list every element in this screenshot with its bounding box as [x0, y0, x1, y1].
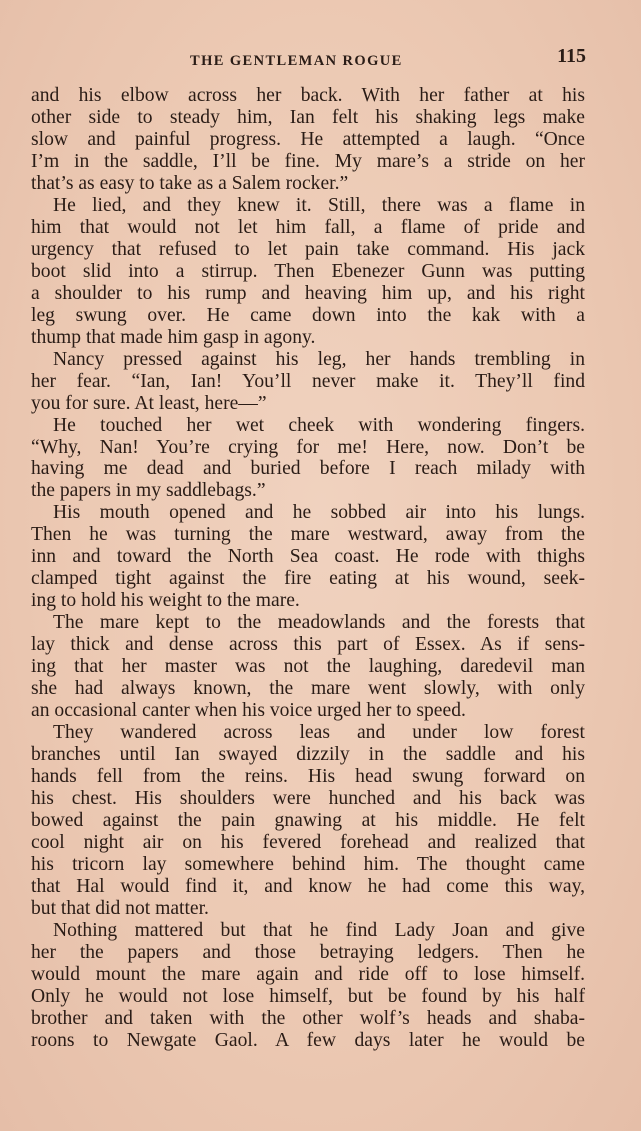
text-line: Nancy pressed against his leg, her hands trembling in	[53, 348, 585, 370]
text-line: urgency that refused to let pain take command. His jack	[31, 238, 585, 260]
text-line: you for sure. At least, here—”	[31, 392, 267, 414]
page-header	[30, 44, 586, 74]
running-title: THE GENTLEMAN ROGUE	[190, 53, 403, 69]
page-number: 115	[557, 45, 586, 67]
text-line: an occasional canter when his voice urged her to speed.	[31, 700, 466, 722]
text-line: her fear. “Ian, Ian! You’ll never make it. They’ll find	[31, 370, 585, 392]
text-line: inn and toward the North Sea coast. He rode with thighs	[31, 546, 585, 568]
text-line: bowed against the pain gnawing at his middle. He felt	[31, 809, 585, 831]
text-line: His mouth opened and he sobbed air into his lungs.	[53, 502, 585, 524]
text-line: leg swung over. He came down into the kak with a	[31, 304, 585, 326]
text-line: brother and taken with the other wolf’s heads and shaba-	[31, 1007, 585, 1029]
text-line: a shoulder to his rump and heaving him up, and his right	[31, 282, 585, 304]
text-line: other side to steady him, Ian felt his shaking legs make	[31, 106, 585, 128]
text-line: boot slid into a stirrup. Then Ebenezer Gunn was putting	[31, 260, 585, 282]
text-line: They wandered across leas and under low forest	[53, 722, 585, 744]
text-line: branches until Ian swayed dizzily in the saddle and his	[31, 744, 585, 766]
body-text	[31, 85, 585, 1052]
text-line: his chest. His shoulders were hunched and his back was	[31, 788, 585, 809]
text-line: clamped tight against the fire eating at his wound, seek-	[31, 568, 585, 590]
text-line: Nothing mattered but that he find Lady Joan and give	[53, 919, 585, 941]
text-line: Then he was turning the mare westward, away from the	[31, 524, 585, 546]
text-line: slow and painful progress. He attempted a laugh. “Once	[31, 128, 585, 150]
text-line: her the papers and those betraying ledgers. Then he	[31, 941, 585, 963]
text-line: cool night air on his fevered forehead and realized that	[31, 831, 585, 853]
text-line: I’m in the saddle, I’ll be fine. My mare’s a stride on her	[31, 150, 585, 172]
text-line: his tricorn lay somewhere behind him. The thought came	[31, 853, 585, 875]
text-line: but that did not matter.	[31, 897, 209, 919]
text-line: He touched her wet cheek with wondering fingers.	[53, 414, 585, 436]
text-line: hands fell from the reins. His head swung forward on	[31, 766, 585, 788]
text-line: Only he would not lose himself, but be found by his half	[31, 985, 585, 1007]
text-line: “Why, Nan! You’re crying for me! Here, now. Don’t be	[31, 436, 585, 458]
text-line: having me dead and buried before I reach milady with	[31, 458, 585, 480]
text-line: The mare kept to the meadowlands and the forests that	[53, 612, 585, 634]
text-line: him that would not let him fall, a flame of pride and	[31, 216, 585, 238]
text-line: and his elbow across her back. With her father at his	[31, 85, 585, 106]
text-line: would mount the mare again and ride off to lose himself.	[31, 963, 585, 985]
text-line: lay thick and dense across this part of Essex. As if sens-	[31, 634, 585, 656]
text-line: the papers in my saddlebags.”	[31, 480, 266, 502]
text-line: ing that her master was not the laughing, daredevil man	[31, 656, 585, 678]
text-line: ing to hold his weight to the mare.	[31, 590, 300, 612]
text-line: He lied, and they knew it. Still, there was a flame in	[53, 194, 585, 216]
text-line: that’s as easy to take as a Salem rocker.”	[31, 172, 349, 194]
text-line: she had always known, the mare went slowly, with only	[31, 678, 585, 700]
text-line: thump that made him gasp in agony.	[31, 326, 316, 348]
text-line: roons to Newgate Gaol. A few days later he would be	[31, 1029, 585, 1051]
text-line: that Hal would find it, and know he had come this way,	[31, 875, 585, 897]
